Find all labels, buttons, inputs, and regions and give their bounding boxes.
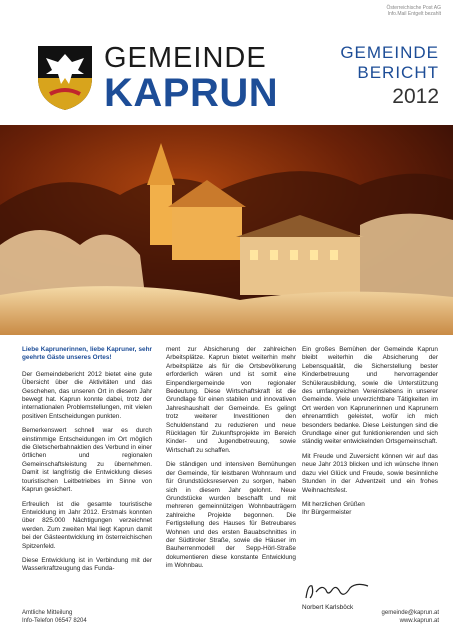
closing-title: Ihr Bürgermeister xyxy=(302,509,352,517)
official-notice: Amtliche Mitteilung xyxy=(22,610,73,616)
website-link[interactable]: www.kaprun.at xyxy=(399,618,439,624)
postal-line-2: Info.Mail Entgelt bezahlt xyxy=(387,11,441,17)
report-title-line-2: BERICHT xyxy=(357,63,439,82)
col2-paragraph-1: ment zur Absicherung der zahlreichen Arbeitsplätze. Kaprun bietet weiterhin mehr Arbeitsplätze als für die Ortsbevölkerung erforderlich wären und ist somit eine Einpendlergemeinde von regionaler Bedeutung. Diese Wirtschaftskraft ist die Grundlage für einen stabilen und innovativen Jahreshaushalt der Gemeinde. Es gelingt trotz weiterer Investitionen den Schuldenstand zu reduzieren und neue Rücklagen für Zukunftsprojekte im Bereich Kinder- und Jugendbetreuung, sowie Wirtschaft zu schaffen. xyxy=(166,346,296,454)
postal-indicia xyxy=(387,5,441,17)
greeting: Liebe Kaprunerinnen, liebe Kapruner, sehr geehrte Gäste unseres Ortes! xyxy=(22,346,152,362)
footer-left xyxy=(22,609,87,625)
email-link[interactable]: gemeinde@kaprun.at xyxy=(381,610,439,616)
closing-greeting: Mit herzlichen Grüßen xyxy=(302,500,365,508)
col2-paragraph-2: Die ständigen und intensiven Bemühungen der Gemeinde, für leistbaren Wohnraum und für Grundstücksreserven zu sorgen, haben sich in diesem Jahr gelohnt. Neue Grundstücke wurden beschafft und mit mehreren gemeinnützigen Wohnbauträgern zahlreiche Projekte begonnen. Die Fertigstellung des Hauses für Betreubares Wohnen und des ersten Bauabschnittes in der Südtiroler Straße, sowie die Häuser im Bauherrenmodell der Sepp-Hörl-Straße dokumentieren diese konstante Entwicklung im Wohnbau. xyxy=(166,461,296,570)
footer-right xyxy=(382,609,439,625)
coat-of-arms-icon xyxy=(36,44,94,112)
info-phone: Info-Telefon 06547 8204 xyxy=(22,618,87,624)
report-title-line-1: GEMEINDE xyxy=(340,43,439,62)
report-year: 2012 xyxy=(392,85,439,108)
brand-line-1: GEMEINDE xyxy=(104,42,267,74)
col1-paragraph-3: Erfreulich ist die gesamte touristische Entwicklung im Jahr 2012. Erstmals konnten über 825.000 Nächtigungen verzeichnet werden. Zum zweiten Mal liegt Kaprun damit bei der Gästeentwicklung im österreichischen Spitzenfeld. xyxy=(22,500,152,550)
signature-icon xyxy=(302,580,372,602)
column-3 xyxy=(302,346,438,524)
col1-paragraph-1: Der Gemeindebericht 2012 bietet eine gute Übersicht über die Aktivitäten und das Geschehen, das unseren Ort in diesem Jahr bewegt hat. Kaprun konnte dabei, trotz der internationalen Problemstellungen, mit vielen positiven Entscheidungen punkten. xyxy=(22,370,152,420)
col3-paragraph-2: Mit Freude und Zuversicht können wir auf das neue Jahr 2013 blicken und ich wünsche Ihnen dazu viel Glück und Freude, sowie besinnliche Stunden in der Adventzeit und ein frohes Weihnachtsfest. xyxy=(302,452,438,494)
brand-line-2: KAPRUN xyxy=(104,71,279,115)
postal-line-1: Österreichische Post AG xyxy=(386,5,441,11)
column-2 xyxy=(166,346,296,577)
cover-photo-kaprun-church-night xyxy=(0,125,453,335)
col1-paragraph-4: Diese Entwicklung ist in Verbindung mit der Wasserkraftzeugung das Funda- xyxy=(22,556,152,573)
col1-paragraph-2: Bemerkenswert schnell war es durch einstimmige Entscheidungen im Ort möglich die Gletscherbahnaktien des Verbund in einer örtlichen und regionalen Gemeinschaftsleistung zu übernehmen. Damit ist langfristig die Entwicklung dieses touristischen Leitbetriebes im Sinne von Kaprun gesichert. xyxy=(22,427,152,494)
column-1 xyxy=(22,346,152,580)
mayor-name: Norbert Karlsböck xyxy=(302,604,354,611)
col3-paragraph-1: Ein großes Bemühen der Gemeinde Kaprun bleibt weiterhin die Absicherung der Lebensqualität, die Sicherstellung bester Kinderbetreuung und hervorragender Schülerausbildung, sowie die Unterstützung des umfangreichen Vereinslebens in unserer Gemeinde. Viele unverzichtbare Tätigkeiten im Ort werden von Kaprunerinnen und Kaprunern ehrenamtlich geleistet, wofür ich mich besonders bedanke. Diese Leistungen sind die Grundlage einer gut funktionierenden und sich ständig weiter entwickelnden Ortsgemeinschaft. xyxy=(302,346,438,446)
